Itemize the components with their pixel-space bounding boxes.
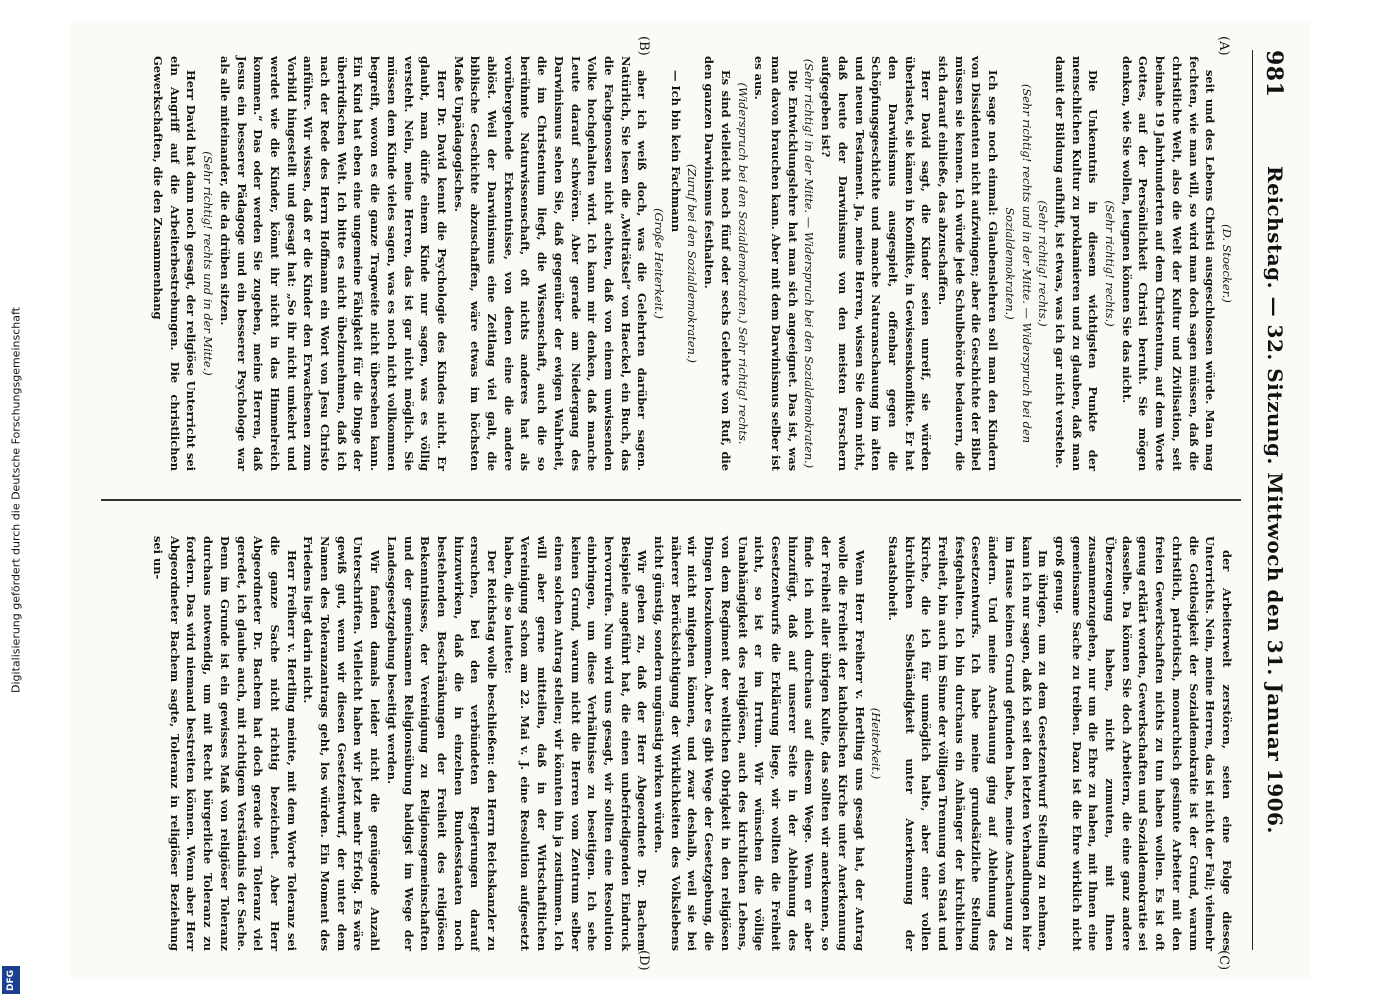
page-title: Reichstag. — 32. Sitzung. Mittwoch den 31. Januar 1906.: [1263, 166, 1287, 834]
paragraph: Es sind vielleicht noch fünf oder sechs Gelehrte von Ruf, die den ganzen Darwinismus festhalten.: [702, 56, 733, 471]
paragraph: Im übrigen, um zu dem Gesetzentwurf Stellung zu nehmen, kann ich nur sagen, daß ich seit den letzten Verhandlungen hier im Hause keinen Grund gefunden habe, meine Anschauung zu ändern. Und meine Anschauung ging auf Ablehnung des Gesetzentwurfs. Ich habe meine grundsätzliche Stellung festgehalten. Ich bin durchaus ein Anhänger der kirchlichen Freiheit, bin auch im Sinne der völligen Trennung von Staat und Kirche, die ich für unmöglich halte, aber einer vollen kirchlichen Selbständigkeit unter Anerkennung der Staatshoheit.: [885, 536, 1051, 951]
interjection: (Große Heiterkeit.): [652, 208, 667, 319]
column-divider: [101, 499, 1241, 501]
margin-marker-d: (D): [636, 950, 651, 971]
paragraph: seit und des Lebens Christi ausgeschlossen würde. Man mag fechten, wie man will, so wird man doch sagen müssen, daß die christliche Welt, also die Welt der Kultur und Zivilisation, seit beinahe 19 Jahrhunderten auf dem Christentum, auf dem Worte Gottes, auf der Persönlichkeit Christi beruht. Sie mögen denken, wie Sie wollen, leugnen können Sie das nicht.: [1119, 56, 1218, 471]
page-number: 981: [1261, 50, 1287, 98]
interjection: (Zuruf bei den Sozialdemokraten.): [685, 164, 700, 363]
paragraph: Herr David sagt, die Kinder seien unreif, sie würden überlastet, sie kämen in Konflikte, in Gewissenskonflikte. Er hat den Darwinismus ausgespielt, offenbar gegen die Schöpfungsgeschichte und manche Naturanschauung im alten und neuen Testament. Ja, meine Herren, wissen Sie denn nicht, daß heute der Darwinismus von den meisten Forschern aufgegeben ist?: [819, 56, 934, 471]
interjection: (Sehr richtig! rechts und in der Mitte. — Widerspruch bei den Sozialdemokraten.): [1002, 83, 1034, 444]
paragraph: Herr Dr. David kennt die Psychologie des Kindes nicht. Er glaubt, man dürfe einem Kinde nur sagen, was es völlig versteht. Nein, meine Herren, das ist gar nicht möglich. Sie müssen dem Kinde vieles sagen, was es noch nicht vollkommen begreift, wovon es die ganze Tragweite nicht übersehen kann. Ein Kind hat eben eine ungemeine Fähigkeit für die Dinge der überirdischen Welt. Ich bitte es nicht übelzunehmen, daß ich nach der Rede des Herrn Hoffmann ein Wort von Jesu Christo anführe. Wir wissen, daß er die Kinder den Erwachsenen zum Vorbild hingestellt und gesagt hat: „So ihr nicht umkehrt und werdet wie die Kinder, könnt ihr nicht in das Himmelreich kommen.“ Das oder werden Sie zugeben, meine Herren, daß Jesus ein besserer Pädagoge und ein besserer Psychologe war als alle miteinander, die da drüben sitzen.: [217, 56, 449, 471]
paragraph: — Ich bin kein Fachmann: [668, 70, 683, 233]
margin-marker-a: (A): [1216, 36, 1231, 56]
right-column: [149, 536, 1235, 951]
digitization-footer: [4, 0, 28, 1000]
paragraph: aber ich weiß doch, was die Gelehrten darüber sagen. Natürlich, Sie lesen die „Welträtsel“ von Haeckel, ein Buch, das die Fachgenossen nicht achten, daß von einem unwissenden Volke hochgehalten wird. Ich kann mir denken, daß manche Leute darauf schwören. Aber gerade am Niedergang des Darwinismus sehen Sie, daß gegenüber der ewigen Wahrheit, die im Christentum liegt, die Wissenschaft, auch die so berühmte Naturwissenschaft, oft nichts anderes hat als vorübergehende Erkenntnisse, von denen eine die andere ablöst. Weil der Darwinismus eine Zeitlang viel galt, die biblische Geschichte abzuschaffen, wäre etwas im höchsten Maße Unpädagogisches.: [451, 56, 650, 471]
interjection: (Heiterkeit.): [869, 707, 884, 780]
margin-marker-b: (B): [636, 36, 651, 56]
interjection: (Sehr richtig! rechts.): [1103, 200, 1118, 327]
paragraph: Herr Freiherr v. Hertling meinte, mit dem Worte Toleranz sei die ganze Sache nicht richtig bezeichnet. Aber Herr Abgeordneter Dr. Bachem hat doch gerade von Toleranz viel geredet, ich glaube auch, mit richtigem Verständnis der Sache. Denn im Grunde ist ein gewisses Maß von religiöser Toleranz durchaus notwendig, um mit Recht bürgerliche Toleranz zu fordern. Das wird niemand bestreiten können. Wenn aber Herr Abgeordneter Bachem sagte, Toleranz in religiöser Beziehung sei un-: [151, 536, 299, 951]
speaker-label: (D. Stoecker.): [1220, 224, 1234, 303]
digitization-note: Digitalisierung gefördert durch die Deutsche Forschungsgemeinschaft: [9, 307, 23, 693]
interjection: (Sehr richtig! rechts.): [1036, 200, 1051, 327]
paragraph: Ich sage noch einmal: Glaubenslehren soll man den Kindern von Dissidenten nicht aufzwingen; aber die Geschichte der Bibel müssen sie kennen. Ich würde jede Schulbehörde bedauern, die sich darauf einließe, das abzuschaffen.: [936, 56, 1001, 471]
margin-marker-c: (C): [1216, 950, 1231, 971]
paragraph: Wir fanden damals leider nicht die genügende Anzahl Unterschriften. Vielleicht haben wir jetzt mehr Erfolg. Es wäre gewiß gut, wenn wir diesen Gesetzentwurf, der unter dem Namen des Toleranzantrags geht, los würden. Ein Moment des Friedens liegt darin nicht.: [301, 536, 383, 951]
running-head: [1252, 50, 1293, 950]
newspaper-page: [71, 20, 1311, 980]
paragraph: Die Unkenntnis in diesem wichtigsten Punkte der menschlichen Kultur zu proklamieren und zu glauben, daß man damit der Bildung aufhilft, ist etwas, was ich gar nicht verstehe.: [1052, 56, 1101, 471]
paragraph: Wir geben zu, daß der Herr Abgeordnete Dr. Bachem Beispiele angeführt hat, die einen unbefriedigenden Eindruck hervorrufen. Nun wird uns gesagt, wir sollten eine Resolution einbringen, um diese Verhältnisse zu beseitigen. Ich sehe keinen Grund, warum nicht die Herren vom Zentrum selber einen solchen Antrag stellen; wir könnten ihn ja zustimmen. Ich will aber gerne mitteilen, daß in der Wirtschaftlichen Vereinigung schon am 22. Mai v. J. eine Resolution aufgesetzt haben, die so lautete:: [501, 536, 650, 951]
interjection: (Sehr richtig! in der Mitte. — Widerspruch bei den Sozialdemokraten.): [802, 58, 817, 469]
interjection: (Widerspruch bei den Sozialdemokraten.) Sehr richtig! rechts.: [735, 82, 750, 445]
paragraph: der Arbeiterwelt zerstören, seien eine Folge dieses Unterrichts. Nein, meine Herren, das ist nicht der Fall; vielmehr die Gottlosigkeit der Sozialdemokratie ist der Grund, warum christlich, patriotisch, monarchisch gesinnte Arbeiter mit den freien Gewerkschaften nichts zu tun haben wollen. Es ist oft genug erklärt worden, Gewerkschaften und Sozialdemokratie sei dasselbe. Da können Sie doch Arbeitern, die eine ganz andere Überzeugung haben, nicht zumuten, mit Ihnen zusammenzugehen, nur um die Ehre zu haben, mit Ihnen eine gemeinsame Sache zu treiben. Dazu ist die Ehre wirklich nicht groß genug.: [1052, 536, 1234, 951]
paragraph: Wenn Herr Freiherr v. Hertling uns gesagt hat, der Antrag wolle die Freiheit der katholischen Kirche unter Anerkennung der Freiheit aller übrigen Kulte, das sollten wir anerkennen, so finde ich mich durchaus auf diesem Wege. Wenn er aber hinzufügt, daß auf unserer Seite in der Ablehnung des Gesetzentwurfs die Erklärung liege, wir wollten die Freiheit nicht, so ist er im Irrtum. Wir wünschen die völlige Unabhängigkeit des religiösen, auch des kirchlichen Lebens, von dem Regiment der weltlichen Obrigkeit in den religiösen Dingen loszukommen. Aber es gibt Wege der Gesetzgebung, die wir nicht mitgehen können, und zwar deshalb, weil sie bei näherer Berücksichtigung der Wirklichkeiten des Volkslebens nicht günstig, sondern ungünstig wirken würden.: [652, 536, 867, 951]
dfg-logo-icon: DFG: [2, 966, 20, 994]
interjection: (Sehr richtig! rechts und in der Mitte.): [201, 151, 216, 376]
paragraph: Die Entwicklungslehre hat man sich angeeignet. Das ist, was man davon brauchen kann. Aber mit dem Darwinismus selber ist es aus.: [752, 56, 800, 471]
left-column: [149, 56, 1235, 471]
paragraph: Herr David hat dann noch gesagt, der religiöse Unterricht sei ein Angriff auf die Arbeiterbestrebungen. Die christlichen Gewerkschaften, die den Zusammenhang: [151, 56, 199, 471]
quoted-resolution: Der Reichstag wolle beschließen: den Herrn Reichskanzler zu ersuchen, bei den verbündeten Regierungen darauf hinzuwirken, daß die in einzelnen Bundesstaaten noch bestehenden Beschränkungen der Freiheit des religiösen Bekenntnisses, der Vereinigung zu Religionsgemeinschaften und der gemeinsamen Religionsübung baldigst im Wege der Landesgesetzgebung beseitigt werden.: [384, 536, 500, 951]
